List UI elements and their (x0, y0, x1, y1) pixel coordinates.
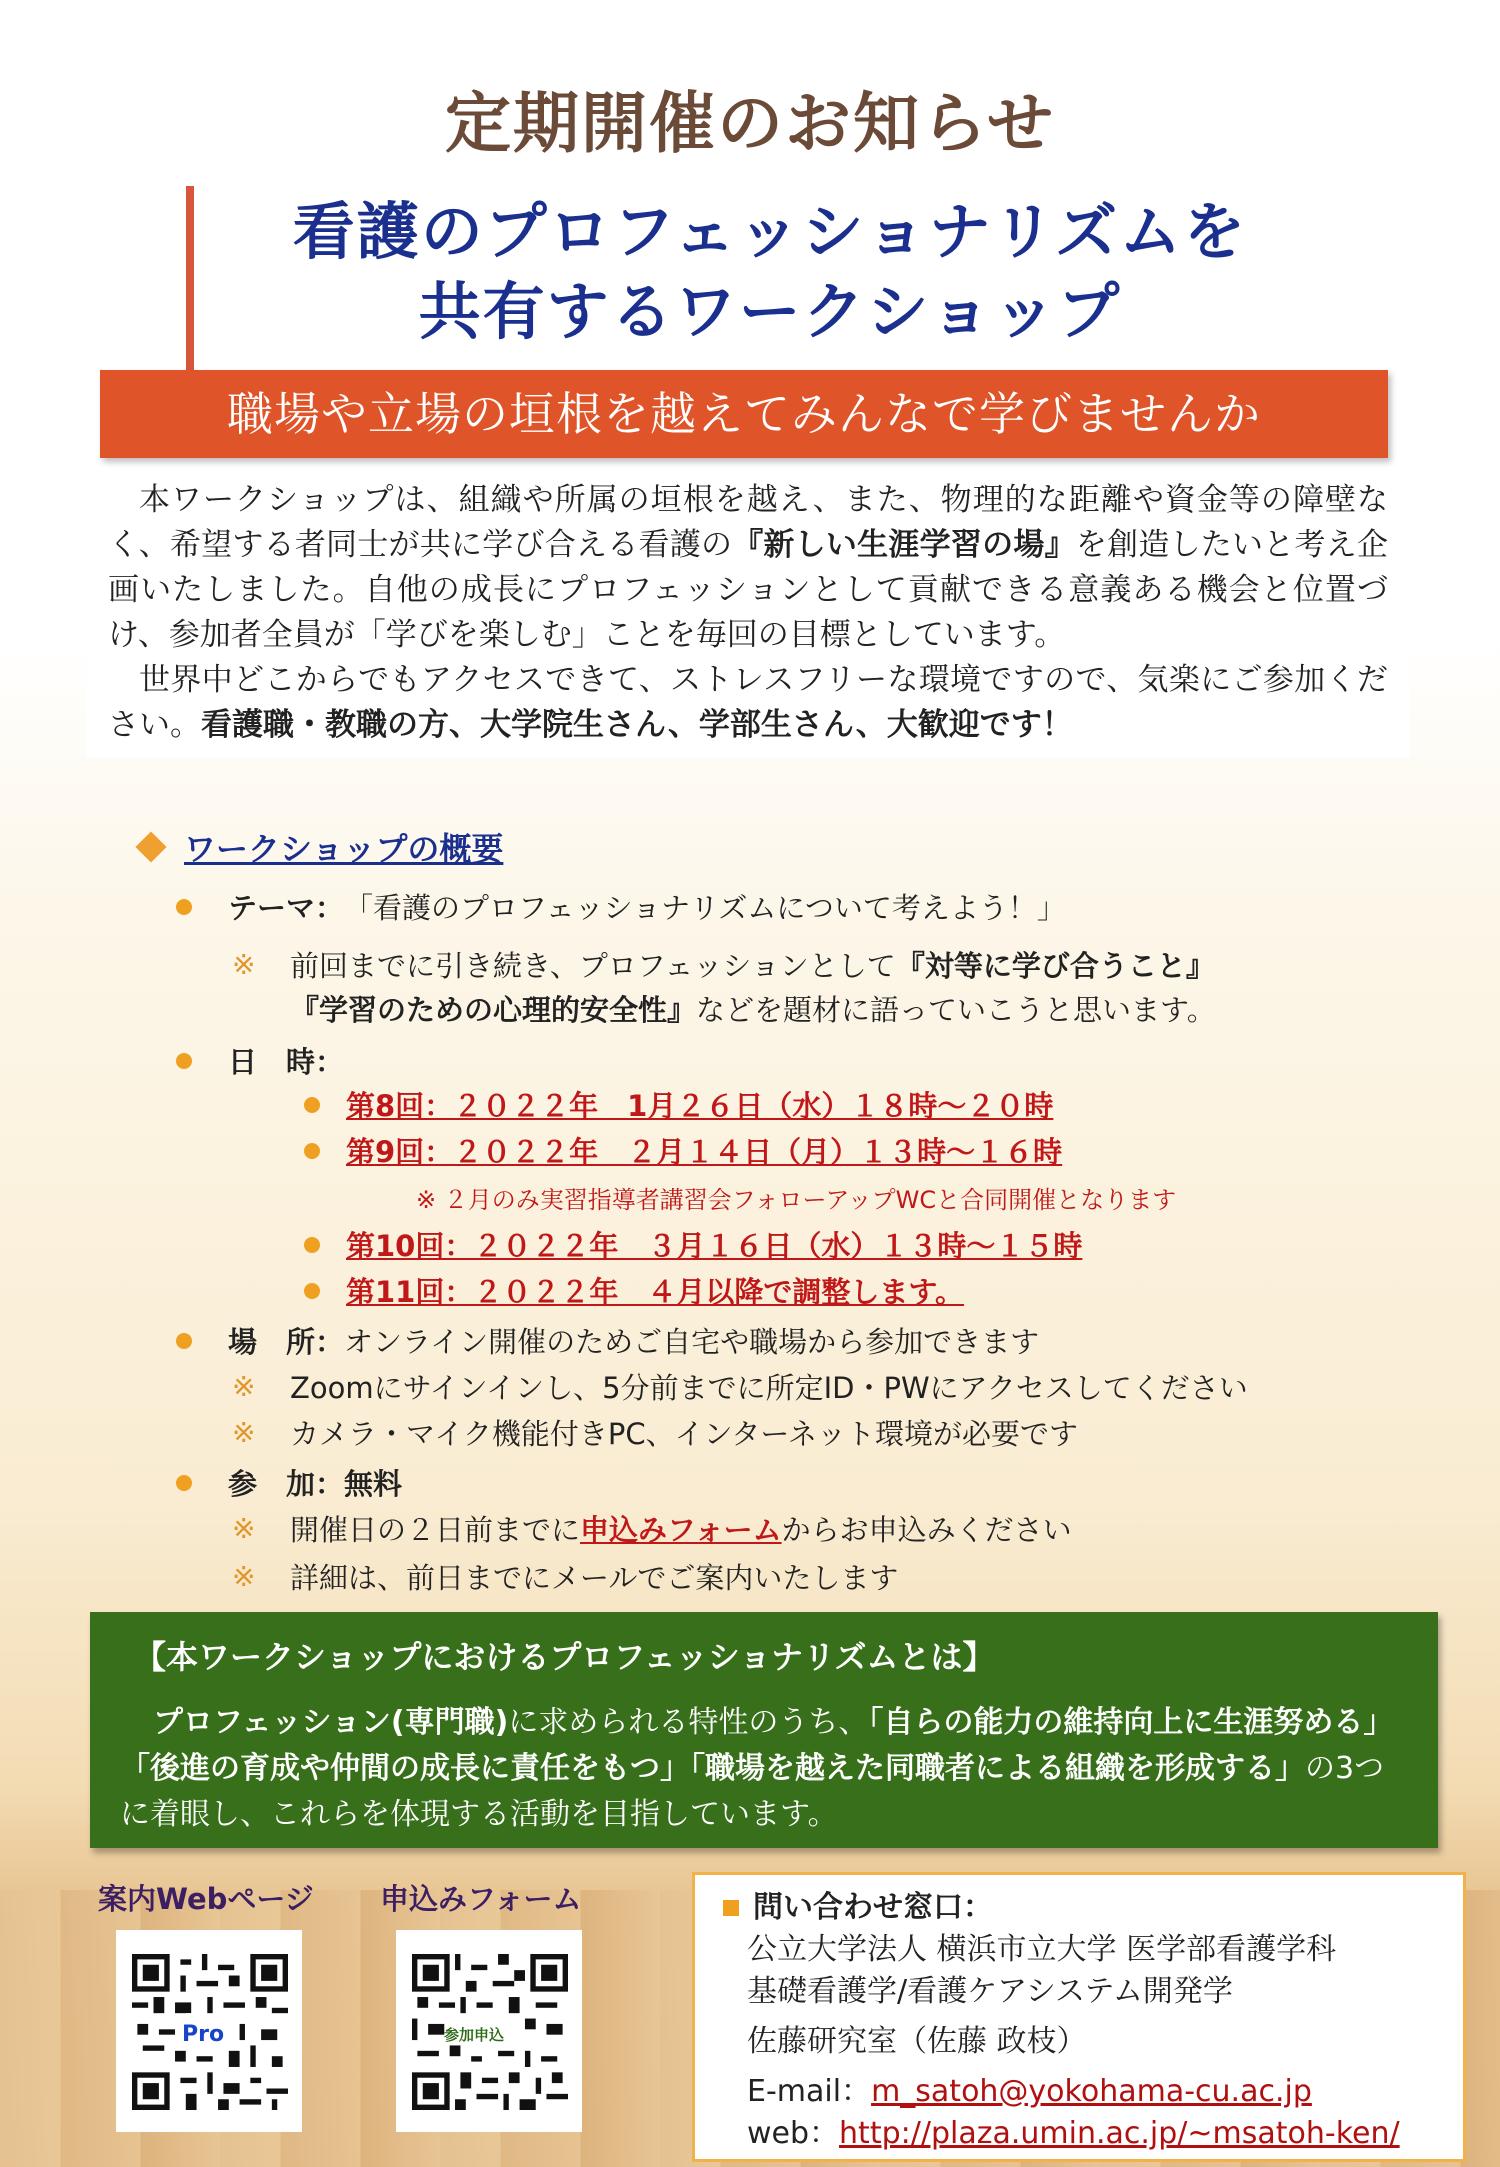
web-page-qr-badge: Pro (182, 2022, 225, 2047)
bullet-dot-icon (176, 1475, 192, 1491)
form-qr-badge: 参加申込 (444, 2026, 505, 2044)
contact-org-2: 基礎看護学/看護ケアシステム開発学 (747, 1974, 1233, 2009)
note-mark-icon: ※ (232, 1370, 256, 1403)
fee-note-1 (232, 1508, 1072, 1549)
form-qr-card[interactable] (396, 1930, 582, 2132)
fee-note-1-text: 開催日の２日前までに (290, 1513, 581, 1547)
fee-row (176, 1462, 402, 1503)
overview-heading (126, 822, 1406, 872)
session-11-text: 第11回：２０２２年 ４月以降で調整します。 (346, 1275, 965, 1309)
place-row (176, 1320, 1039, 1361)
contact-heading-colon: ： (963, 1890, 993, 1925)
place-note-2 (232, 1412, 1078, 1453)
form-qr-label: 申込みフォーム (380, 1882, 582, 1916)
session-8 (304, 1084, 1053, 1125)
session-10-text: 第10回：２０２２年 ３月１６日（水）１３時～１５時 (346, 1229, 1083, 1263)
session-9-text: 第9回：２０２２年 ２月１４日（月）１３時～１６時 (346, 1135, 1063, 1169)
place-label: 場 所： (228, 1325, 345, 1359)
theme-note-1-text: 前回までに引き続き、プロフェッションとして (290, 949, 896, 983)
web-page-qr-card[interactable] (116, 1930, 302, 2132)
intro-p1-text-2: を創造したいと考え企画いたしました。自他の成長にプロフェッションとして貢献できる意義ある機会と位置づけ、参加者全員が「学びを楽しむ」ことを毎回の目標としています。 (108, 527, 1389, 653)
professionalism-text: に求められる特性のうち、 (508, 1705, 869, 1740)
session-9 (304, 1130, 1062, 1171)
fee-note-2-text: 詳細は、前日までにメールでご案内いたします (290, 1561, 899, 1595)
session-11 (304, 1270, 964, 1311)
theme-note-2 (290, 988, 1216, 1029)
intro-text (86, 470, 1410, 758)
bullet-dot-icon (304, 1283, 320, 1299)
theme-value: 「看護のプロフェッショナリズムについて考えよう！」 (344, 891, 1066, 925)
bullet-dot-icon (304, 1237, 320, 1253)
note-mark-icon: ※ (232, 1560, 256, 1593)
contact-web-label: web： (747, 2116, 840, 2151)
contact-box (692, 1872, 1466, 2162)
intro-p1-bold: 『新しい生涯学習の場』 (732, 527, 1076, 563)
contact-org-1: 公立大学法人 横浜市立大学 医学部看護学科 (747, 1932, 1337, 1967)
professionalism-quote-3: 「職場を越えた同職者による組織を形成する」 (690, 1751, 1305, 1786)
contact-heading (723, 1887, 1435, 1929)
overview-section (126, 822, 1406, 872)
professionalism-quote-1: 「自らの能力の維持向上に生涯努める」 (868, 1705, 1394, 1740)
main-title-line2: 共有するワークショップ (418, 275, 1122, 348)
main-title (200, 192, 1340, 352)
contact-web-link[interactable]: http://plaza.umin.ac.jp/~msatoh-ken/ (839, 2116, 1400, 2151)
theme-note-2-text: などを題材に語っていこうと思います。 (696, 993, 1216, 1027)
bullet-dot-icon (176, 1053, 192, 1069)
contact-email-row (747, 2071, 1435, 2113)
note-mark-icon: ※ (232, 1416, 256, 1449)
theme-note-1 (232, 944, 1215, 985)
contact-lab: 佐藤研究室（佐藤 政枝） (747, 2024, 1087, 2059)
professionalism-title: 【本ワークショップにおけるプロフェッショナリズムとは】 (134, 1638, 995, 1676)
place-note-1 (232, 1366, 1248, 1407)
professionalism-text-2: の3つに着眼し、これらを体現する活動を目指しています。 (120, 1751, 1385, 1832)
professionalism-box (90, 1612, 1438, 1848)
professionalism-quote-2: 「後進の育成や仲間の成長に責任をもつ」 (120, 1751, 690, 1786)
session-10 (304, 1224, 1082, 1265)
theme-label: テーマ： (228, 891, 345, 925)
session-8-text: 第8回：２０２２年 1月２６日（水）１８時～２０時 (346, 1089, 1054, 1123)
note-mark-icon: ※ (232, 948, 256, 981)
contact-email-link[interactable]: m_satoh@yokohama-cu.ac.jp (871, 2074, 1312, 2109)
date-row (176, 1040, 344, 1081)
fee-note-1-text-2: からお申込みください (781, 1513, 1072, 1547)
bullet-dot-icon (304, 1143, 320, 1159)
web-page-qr-label: 案内Webページ (98, 1882, 314, 1916)
fee-note-2 (232, 1556, 898, 1597)
session-note (416, 1180, 1176, 1215)
professionalism-term: プロフェッション(専門職) (153, 1705, 509, 1740)
contact-email-label: E-mail： (747, 2074, 872, 2109)
fee-label: 参 加：無料 (228, 1467, 403, 1501)
intro-p1-text: 本ワークショップは、組織や所属の垣根を越え、また、物理的な距離や資金等の障壁なく、希望する者同士が共に学び合える看護の (108, 482, 1388, 563)
bullet-dot-icon (176, 1333, 192, 1349)
contact-heading-label: 問い合わせ窓口 (753, 1890, 963, 1925)
contact-web-row (747, 2113, 1435, 2155)
bullet-dot-icon (304, 1097, 320, 1113)
intro-paragraph-1 (108, 478, 1388, 658)
intro-paragraph-2 (108, 658, 1388, 748)
session-note-text: ※ ２月のみ実習指導者講習会フォローアップWCと合同開催となります (416, 1186, 1177, 1214)
subtitle-banner: 職場や立場の垣根を越えてみんなで学びませんか (100, 370, 1388, 458)
intro-p2-bold: 看護職・教職の方、大学院生さん、学部生さん、大歓迎です！ (201, 707, 1073, 743)
notice-title: 定期開催のお知らせ (444, 85, 1056, 162)
date-label: 日 時： (228, 1045, 345, 1079)
title-accent-bar (186, 186, 194, 386)
bullet-dot-icon (176, 899, 192, 915)
square-bullet-icon (723, 1900, 739, 1916)
overview-heading-label: ワークショップの概要 (184, 830, 504, 868)
place-note-1-text: Zoomにサインインし、5分前までに所定ID・PWにアクセスしてください (290, 1371, 1248, 1405)
application-form-link[interactable]: 申込みフォーム (580, 1513, 782, 1547)
main-title-line1: 看護のプロフェッショナリズムを (292, 195, 1248, 268)
diamond-bullet-icon (135, 831, 166, 862)
theme-note-1-bold: 『対等に学び合うこと』 (895, 949, 1215, 983)
theme-note-2-bold: 『学習のための心理的安全性』 (290, 993, 697, 1027)
place-value: オンライン開催のためご自宅や職場から参加できます (344, 1325, 1040, 1359)
place-note-2-text: カメラ・マイク機能付きPC、インターネット環境が必要です (290, 1417, 1078, 1451)
note-mark-icon: ※ (232, 1512, 256, 1545)
theme-row (176, 886, 1066, 927)
professionalism-body (120, 1700, 1408, 1838)
intro-p2-text: 世界中どこからでもアクセスできて、ストレスフリーな環境ですので、気楽にご参加ください。 (108, 662, 1388, 743)
